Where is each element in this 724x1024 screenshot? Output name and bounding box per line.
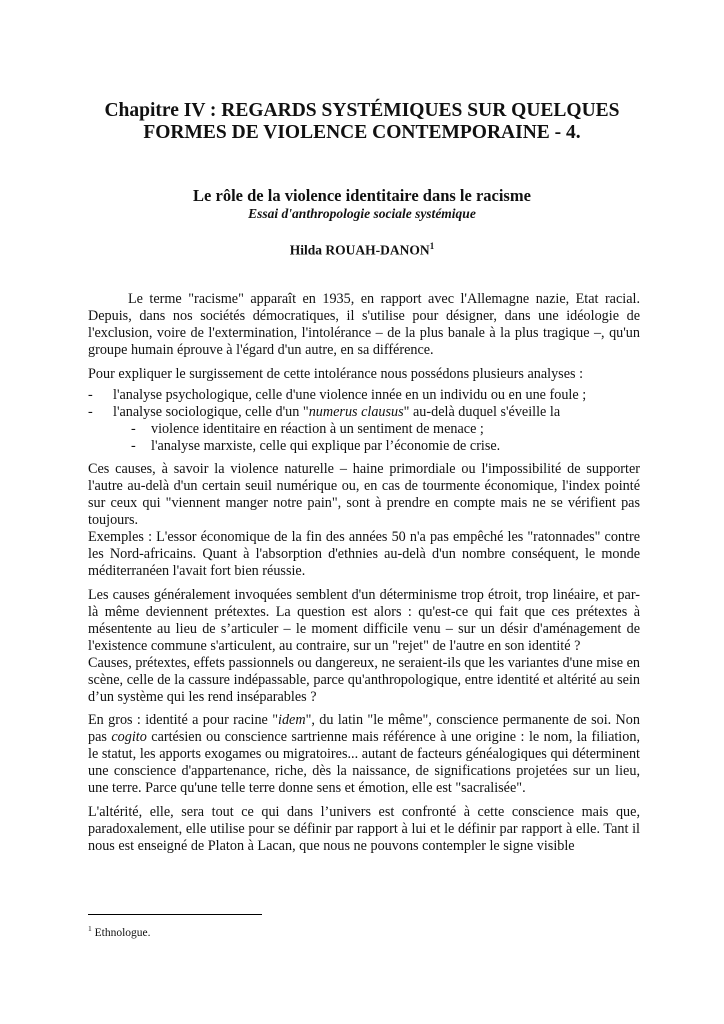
sublist-dash: -	[131, 420, 136, 437]
article-subtitle: Essai d'anthropologie sociale systémique	[248, 206, 476, 221]
author-name	[60, 237, 664, 260]
paragraph-7	[88, 712, 640, 797]
cogito-term: cogito	[111, 729, 147, 745]
paragraph-7-part-b: ", du latin "le même", conscience permanente de soi. Non pas	[88, 712, 640, 745]
footnote-separator	[88, 914, 262, 915]
paragraph-8: L'altérité, elle, sera tout ce qui dans l’univers est confronté à cette conscience mais que, paradoxalement, elle utilise pour se définir par rapport à lui et le définir par rapport à elle. Tant il nous est enseigné de Platon à Lacan, que nous ne pouvons contempler le signe visible	[88, 803, 640, 854]
list-item	[88, 404, 640, 421]
paragraph-5: Les causes généralement invoquées semblent d'un déterminisme trop étroit, trop linéaire, et par-là même deviennent prétextes. La question est alors : qu'est-ce qui fait que ces prétextes à mésentente au lieu de s’articuler – le moment difficile venu – sur un désir d'aménagement de l'existence commune s'articulent, au contraire, sur un "rejet" de l'autre en son identité ?	[88, 586, 640, 654]
sublist-dash: -	[131, 437, 136, 454]
sublist-item	[88, 438, 640, 455]
paragraph-7-part-a: En gros : identité a pour racine "	[88, 712, 278, 728]
sublist-item-text: violence identitaire en réaction à un sentiment de menace ;	[151, 420, 484, 437]
paragraph-4: Exemples : L'essor économique de la fin des années 50 n'a pas empêché les "ratonnades" contre les Nord-africains. Quant à l'absorption d'ethnies au-delà d'un nombre conséquent, le monde méditerranéen l'avait fort bien réussie.	[88, 529, 640, 579]
list-item-text-b: " au-delà duquel s'éveille la	[403, 403, 561, 420]
article-body	[88, 291, 640, 861]
paragraph-1: Le terme "racisme" apparaît en 1935, en rapport avec l'Allemagne nazie, Etat racial. Depuis, dans nos sociétés démocratiques, il s'utilise pour désigner, dans une idéologie de l'exclusion, voire de l'extermination, l'intolérance – de la plus banale à la plus tragique –, qu'un groupe humain éprouve à l'égard d'un autre, en sa différence.	[88, 291, 640, 358]
sublist-item	[88, 421, 640, 438]
paragraph-6: Causes, prétextes, effets passionnels ou dangereux, ne seraient-ils que les variantes d'une mise en scène, celle de la cassure indépassable, parce qu'anthropologique, entre identité et altérité au sein d’un système qui les rend inséparables ?	[88, 654, 640, 705]
numerus-clausus-term: numerus clausus	[308, 403, 404, 420]
sublist-item-text: l'analyse marxiste, celle qui explique par l’économie de crise.	[151, 437, 501, 454]
footnote	[88, 922, 151, 940]
author-footnote-ref[interactable]: 1	[429, 241, 435, 251]
footnote-number: 1	[88, 924, 92, 933]
analysis-list	[88, 387, 640, 421]
list-item-text: l'analyse psychologique, celle d'une violence innée en un individu ou en une foule ;	[113, 386, 587, 403]
paragraph-2: Pour expliquer le surgissement de cette intolérance nous possédons plusieurs analyses :	[88, 365, 584, 382]
chapter-title	[60, 100, 664, 144]
list-item	[88, 387, 640, 404]
list-dash: -	[88, 403, 93, 420]
analysis-sublist	[88, 421, 640, 455]
idem-term: idem	[278, 712, 306, 728]
list-dash: -	[88, 386, 93, 403]
author-text: Hilda ROUAH-DANON	[289, 242, 430, 258]
article-title: Le rôle de la violence identitaire dans le racisme	[193, 186, 531, 205]
list-item-text-a: l'analyse sociologique, celle d'un "	[113, 403, 309, 420]
paragraph-7-part-c: cartésien ou conscience sartrienne mais référence à une origine : le nom, la filiation, le statut, les apports exogames ou migratoires... autant de facteurs généalogiques qui déterminent une conscience d'appartenance, riche, dès la naissance, de significations projetées sur un lieu, une terre. Parce qu'une telle terre donne sens et émotion, elle est "sacralisée".	[88, 729, 640, 796]
chapter-title-line-1: Chapitre IV : REGARDS SYSTÉMIQUES SUR QUELQUES	[104, 100, 620, 121]
chapter-title-line-2: FORMES DE VIOLENCE CONTEMPORAINE - 4.	[143, 122, 581, 143]
paragraph-3: Ces causes, à savoir la violence naturelle – haine primordiale ou l'impossibilité de supporter l'autre au-delà d'un certain seuil numérique ou, en cas de tourmente économique, l'index pointé sur ceux qui "viennent manger notre pain", sont à prendre en compte mais ne se vérifient pas toujours.	[88, 461, 640, 528]
footnote-text: Ethnologue.	[94, 926, 151, 939]
